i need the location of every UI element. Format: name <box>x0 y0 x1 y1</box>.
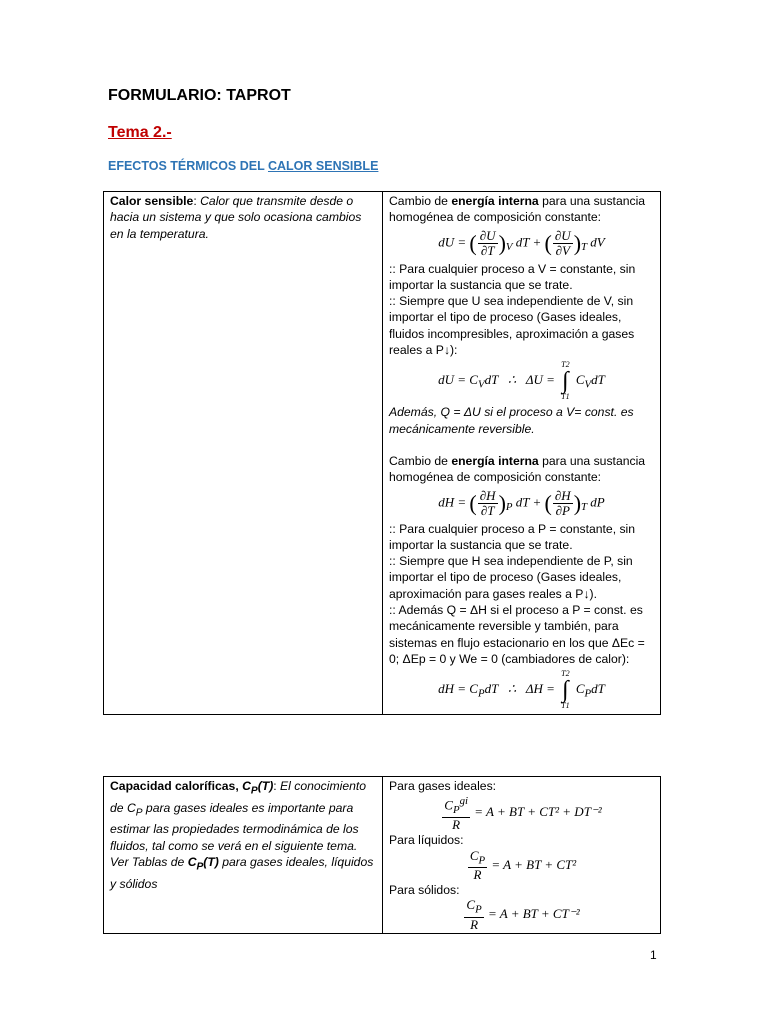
partial-sub: T <box>581 500 588 513</box>
eq-sub: P <box>477 687 485 700</box>
eq-rhs: = A + BT + CT⁻² <box>487 906 580 922</box>
cp-term: Capacidad caloríficas, <box>110 779 243 793</box>
partial-sub: V <box>505 240 513 253</box>
sensible-heat-table <box>103 191 661 715</box>
partial-den: ∂V <box>555 242 570 258</box>
section-heading-link: CALOR SENSIBLE <box>267 159 379 173</box>
cp-arg: (T) <box>257 779 274 793</box>
partial-den: ∂P <box>555 502 570 518</box>
eq-term: dT + <box>515 494 542 510</box>
int-lower: T1 <box>561 392 570 402</box>
cp-text-2: para gases ideales es importante para estimar las propiedades termodinámica de los fluidos, tal como se verá en el siguiente tema. <box>110 800 359 853</box>
cp-text-3: Ver Tablas de <box>110 855 188 870</box>
eq-mid: ΔU = <box>525 372 555 388</box>
partial-sub: T <box>581 240 588 253</box>
int-upper: T2 <box>561 360 570 370</box>
eq-left: dH = C <box>438 681 478 697</box>
cp-colon: : <box>273 779 281 793</box>
frac-num: C <box>469 847 479 863</box>
formulas-cell <box>383 192 661 715</box>
dh-differential-equation: dH = ( $\frac{\partial H}{\partial T}$ )$_P$ dT + ( $\frac{\partial H}{\partial P}$ )$_T$ dP <box>438 487 605 518</box>
frac-num: C <box>444 797 453 813</box>
frac-den: R <box>473 867 482 883</box>
partial-sub: P <box>505 500 513 513</box>
int-upper: T2 <box>561 669 570 679</box>
partial-num: ∂U <box>554 227 571 243</box>
eq-sub: V <box>584 378 592 391</box>
du-differential-equation: dU = ( $\frac{\partial U}{\partial T}$ )$_V$ dT + ( $\frac{\partial U}{\partial V}$ )$_T$ dV <box>438 227 605 258</box>
definition-cell <box>104 192 383 715</box>
u-italic-note-text: Además, Q = ΔU si el proceso a V= const. es mecánicamente reversible. <box>389 405 634 436</box>
h-note-2: :: Siempre que H sea independiente de P, sin importar el tipo de proceso (Gases ideales, aproximación para gases reales a P↓). <box>389 554 633 601</box>
section-heading-prefix: EFECTOS TÉRMICOS DEL <box>108 159 268 173</box>
u-note-2: :: Siempre que U sea independiente de V, sin importar el tipo de proceso (Gases ideales, fluidos incompresibles, aproximación a gases reales a P↓): <box>389 294 635 358</box>
cp-arg: (T) <box>203 855 219 870</box>
therefore-symbol: ∴ <box>507 372 517 388</box>
eq-left: dU = C <box>438 372 478 388</box>
eq-sub: V <box>477 378 485 391</box>
partial-num: ∂U <box>479 227 496 243</box>
liquid-label: Para líquidos: <box>389 833 464 848</box>
topic-heading: Tema 2.- <box>108 124 172 141</box>
frac-num-sub: P <box>478 854 486 867</box>
partial-den: ∂T <box>480 242 495 258</box>
frac-num-sup: gi <box>459 795 469 808</box>
term-label: Calor sensible <box>110 194 194 208</box>
cp-symbol: C <box>187 855 197 870</box>
u-intro-post: para una sustancia homogénea de composición constante: <box>389 194 646 225</box>
partial-den: ∂T <box>480 502 495 518</box>
liquid-cp-equation <box>389 849 654 883</box>
h-intro-bold: energía interna <box>451 453 539 468</box>
eq-term: dT + <box>515 234 542 250</box>
u-note-1: :: Para cualquier proceso a V = constante, sin importar la sustancia que se trate. <box>389 261 636 292</box>
cp-text-4: para gases ideales, líquidos y sólidos <box>110 855 374 891</box>
int-symbol: ∫ <box>562 368 569 395</box>
eq-lhs: dU = <box>438 234 467 250</box>
eq-right: C <box>575 681 585 697</box>
term-colon: : <box>193 194 201 208</box>
cp-text-1-sub: P <box>135 807 143 819</box>
partial-num: ∂H <box>554 487 571 503</box>
int-symbol: ∫ <box>562 677 569 704</box>
partial-num: ∂H <box>479 487 496 503</box>
u-intro-pre: Cambio de <box>389 194 452 208</box>
heat-capacity-formulas-cell <box>383 777 661 934</box>
eq-rhs: = A + BT + CT² <box>491 856 577 872</box>
h-intro <box>389 453 654 486</box>
eq-rhs: = A + BT + CT² + DT⁻² <box>474 804 602 820</box>
eq-lhs: dH = <box>438 494 467 510</box>
frac-num: C <box>466 897 476 913</box>
frac-den: R <box>470 917 479 932</box>
term-definition: Calor que transmite desde o hacia un sistema y que solo ocasiona cambios en la temperatura. <box>110 194 362 241</box>
frac-den: R <box>452 817 461 833</box>
du-integral-equation <box>389 361 654 401</box>
document-title: FORMULARIO: TAPROT <box>108 87 291 104</box>
eq-left-end: dT <box>484 681 499 697</box>
frac-num-sub: P <box>475 904 482 916</box>
eq-right: C <box>575 372 585 388</box>
eq-right-end: dT <box>591 681 605 697</box>
u-italic-note <box>389 404 654 437</box>
u-intro-bold: energía interna <box>451 194 539 208</box>
h-intro-pre: Cambio de <box>389 453 452 468</box>
cp-sub: P <box>196 861 204 873</box>
int-lower: T1 <box>561 701 570 711</box>
eq-left-end: dT <box>484 372 499 388</box>
eq-term: dP <box>590 494 605 510</box>
eq-right-end: dT <box>591 372 605 388</box>
solid-label: Para sólidos: <box>389 883 460 898</box>
integral-sign <box>561 670 569 710</box>
eq-sub: P <box>584 687 592 700</box>
gas-label: Para gases ideales: <box>389 779 497 793</box>
section-heading <box>108 159 378 173</box>
gas-cp-equation <box>389 794 654 832</box>
therefore-symbol: ∴ <box>507 681 517 697</box>
u-intro <box>389 193 654 226</box>
cp-text-1: El conocimiento de C <box>110 779 367 815</box>
solid-cp-equation <box>389 898 654 932</box>
integral-sign <box>561 361 569 401</box>
h-note-1: :: Para cualquier proceso a P = constante, sin importar la sustancia que se trate. <box>389 521 636 552</box>
h-intro-post: para una sustancia homogénea de composición constante: <box>389 453 646 485</box>
heat-capacity-definition-cell <box>104 777 383 934</box>
eq-mid: ΔH = <box>525 681 555 697</box>
eq-term: dV <box>590 234 605 250</box>
frac-num-sub: P <box>452 804 460 817</box>
h-note-3: :: Además Q = ΔH si el proceso a P = const. es mecánicamente reversible y también, para sistemas en flujo estacionario en los que ΔEc = 0; ΔEp = 0 y We = 0 (cambiadores de calor): <box>389 603 645 666</box>
page-number: 1 <box>650 948 657 962</box>
heat-capacity-table <box>103 776 661 934</box>
cp-symbol: C <box>242 779 251 793</box>
dh-integral-equation <box>389 670 654 710</box>
cp-sub: P <box>250 785 258 797</box>
